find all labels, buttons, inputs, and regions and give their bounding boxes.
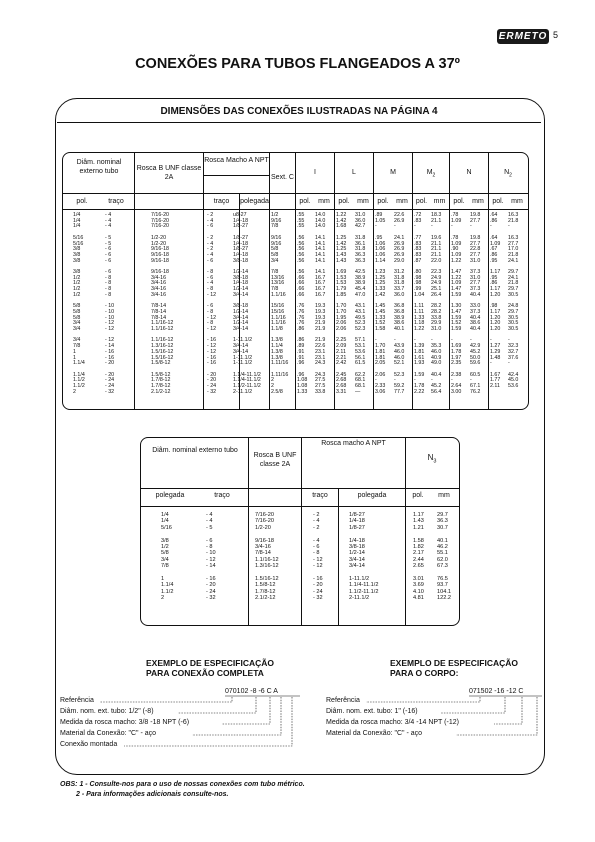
- notes: [60, 780, 305, 800]
- col-i-mm: 14.0 14.0 14.0 14.1 14.1 14.1 14.1 14.1 14.1 16.7 16.7 16.7 16.7 19.3 19.3 19.3 21.9 21.9 21.9 22.6 23.1 23.1 24.3 24.3 27.5 27.5 33.8: [315, 212, 326, 395]
- page-number: 5: [553, 30, 559, 40]
- header-sext: Sext. C: [271, 174, 294, 181]
- header-n: N: [466, 169, 472, 176]
- brand-logo: ERMETO: [498, 31, 548, 42]
- note-1: OBS: 1 - Consulte-nos para o uso de nossas conexões com tubo métrico.: [60, 781, 305, 788]
- unit-polegada-a: polegada: [357, 492, 387, 499]
- example-right-code: 071502 -16 -12 C: [469, 688, 524, 695]
- example-left-label: Conexão montada: [60, 741, 118, 748]
- col-m-pol: .89 1.05 - .95 1.06 1.06 1.06 1.14 1.23 1.25 1.25 1.33 1.42 1.45 1.45 1.33 1.52 1.58 - 1.70 1.81 1.81 2.05 2.06 - 2.33 3.06: [375, 212, 386, 395]
- header-n2: $N_2$: [504, 169, 512, 179]
- header-rosca-a: Rosca macho A NPT: [321, 440, 386, 447]
- col-traco: - 4 - 4 - 5 - 6 - 8 - 10 - 12 - 14 - 16 - 20 - 24 - 32: [206, 512, 216, 602]
- unit-pol: pol.: [76, 198, 88, 205]
- col-m2-mm: 18.3 21.1 - 19.6 21.1 21.1 21.1 22.0 22.3 24.9 24.9 25.1 26.4 28.2 28.2 33.8 29.9 31.0 - 35.3 46.0 40.9 49.0 40.4 - 45.2 56.4: [431, 212, 442, 395]
- col-rosca-b: 7/16-20 7/16-20 7/16-20 1/2-20 1/2-20 9/16-18 9/16-18 9/16-18 9/16-18 3/4-16 3/4-16 3/4-16 3/4-16 7/8-14 7/8-14 7/8-14 1.1/16-12 1.1/16-12 1.1/16-12 1.3/16-12 1.5/16-12 1.5/16-12 1.5/8-12 1.5/8-12 1.7/8-12 1.7/8-12 2.1/2-12: [151, 212, 174, 395]
- unit-mm: mm: [396, 198, 408, 205]
- unit-mm: mm: [438, 492, 450, 499]
- col-sext: 1/2 9/16 7/8 9/16 9/16 5/8 5/8 3/4 7/8 13/16 13/16 7/8 1.1/16 15/16 15/16 1.1/16 1.1/16 1.1/8 1.3/8 1.1/4 1.3/8 1.3/8 1.11/16 1.11/16 2 2 2.5/8: [271, 212, 289, 395]
- header-i: I: [314, 169, 316, 176]
- col-n2-pol: .64 .86 - .64 1.09 .67 .86 .95 1.17 .95 .86 1.17 1.20 .98 1.17 1.20 1.20 1.20 - 1.27 1.29 1.48 - 1.67 1.77 2.11: [490, 212, 501, 390]
- col-l-pol: 1.22 1.42 1.68 1.25 1.42 1.25 1.43 1.43 1.69 1.53 1.53 1.79 1.85 1.70 1.70 1.95 2.06 2.06 2.25 2.09 2.11 2.21 2.42 2.45 2.68 2.68 3.31: [336, 212, 347, 395]
- example-left-label: Material da Conexão: "C" - aço: [60, 730, 157, 737]
- col-n2-mm: 16.3 21.8 - 16.3 27.7 17.0 21.8 24.1 29.7 24.1 21.8 29.7 30.5 24.8 29.7 30.5 30.5 30.5 - 32.3 32.7 37.6 - 42.4 45.0 53.6: [508, 212, 519, 390]
- example-left-label: Medida da rosca macho: 3/8 -18 NPT (-6): [60, 719, 190, 726]
- example-left-code: 070102 -8 -6 C A: [225, 688, 278, 695]
- unit-pol: pol.: [299, 198, 311, 205]
- header-rosca-a: Rosca Macho A NPT: [204, 157, 269, 164]
- col-pol: 1/4 1/4 1/4 5/16 5/16 3/8 3/8 3/8 3/8 1/2 1/2 1/2 1/2 5/8 5/8 5/8 3/4 3/4 3/4 7/8 1 1 1.1/4 1.1/4 1.1/2 1.1/2 2: [73, 212, 85, 395]
- header-rosca-b: Rosca B UNF classe 2A: [136, 165, 202, 181]
- leader-line: [178, 697, 256, 713]
- unit-traco: traço: [108, 198, 124, 205]
- leader-line: [222, 697, 270, 724]
- leader-line: [124, 697, 292, 746]
- leader-line: [366, 697, 480, 702]
- example-right-label: Medida da rosca macho: 3/4 -14 NPT (-12): [326, 719, 459, 726]
- col-n3-pol: 1.17 1.43 1.21 1.58 1.82 2.17 2.44 2.65 3.01 3.69 4.10 4.81: [413, 512, 424, 602]
- col-a-pol: u8-27 1/4-18 1/8-27 1/8-27 1/4-18 1/8-27 1/4-18 3/8-18 1/2-14 3/8-18 1/4-18 1/2-14 3/4-14 3/8-18 1/2-14 3/4-14 1/2-14 3/4-14 1-11.1/2 3/4-14 3/4-14 1-11.1/2 1-11.1/2 1.1/4-11.1/2 1.1/4-11.1/2 1.1/2-11.1/2 2-11.1/2: [233, 212, 261, 395]
- unit-mm: mm: [318, 198, 330, 205]
- example-left-title: EXEMPLO DE ESPECIFICAÇÃO PARA CONEXÃO COMPLETA: [146, 658, 274, 678]
- example-right-label: Material da Conexão: "C" - aço: [326, 730, 423, 737]
- unit-mm: mm: [472, 198, 484, 205]
- unit-pol: pol.: [338, 198, 350, 205]
- leader-line: [494, 697, 522, 724]
- col-n3-mm: 29.7 36.3 30.7 40.1 46.2 55.1 62.0 67.3 76.5 93.7 104.1 122.2: [437, 512, 451, 602]
- unit-mm: mm: [357, 198, 369, 205]
- header-m: M: [390, 169, 396, 176]
- header-n3: $N_3$: [427, 453, 437, 465]
- note-2: 2 - Para informações adicionais consulte-nos.: [76, 791, 229, 798]
- col-n-mm: 19.8 27.7 - 19.8 27.7 22.8 27.7 31.0 37.3 31.0 27.7 37.3 40.4 33.0 37.3 40.4 38.6 40.4 - 42.9 45.2 50.0 59.6 60.5 - 67.1 76.2: [470, 212, 481, 395]
- col-l-mm: 31.0 36.0 42.7 31.8 36.1 31.8 36.3 36.3 42.5 38.9 38.9 45.4 47.0 43.1 43.1 49.5 52.3 52.3 57.1 53.1 53.6 56.1 61.5 62.2 68.1 68.1 —: [355, 212, 366, 395]
- example-right-label: Diâm. nom. ext. tubo: 1" (-16): [326, 708, 418, 715]
- header-rosca-b: Rosca B UNF classe 2A: [253, 452, 297, 468]
- col-traco: - 4 - 4 - 4 - 5 - 5 - 6 - 6 - 6 - 6 - 8 - 8 - 8 - 8 - 10 - 10 - 10 - 12 - 12 - 12 - 14 - 16 - 16 - 20 - 20 - 24 - 24 - 32: [105, 212, 115, 395]
- col-rosca-b: 7/16-20 7/16-20 1/2-20 9/16-18 3/4-16 7/8-14 1.1/16-12 1.3/16-12 1.5/16-12 1.5/8-12 1.7/8-12 2.1/2-12: [255, 512, 279, 602]
- unit-pol: pol.: [412, 492, 424, 499]
- unit-traco-a: traço: [213, 198, 230, 205]
- unit-pol: pol.: [415, 198, 428, 205]
- col-a-traco: - 2 - 4 - 6 - 2 - 4 - 2 - 4 - 6 - 8 - 6 - 4 - 8 - 12 - 6 - 8 - 12 - 8 - 12 - 16 - 12 - 12 - 16 - 16 - 20 - 20 - 24 - 32: [207, 212, 217, 395]
- example-left-label: Diâm. nom. ext. tubo: 1/2" (-8): [60, 708, 154, 715]
- unit-mm: mm: [511, 198, 523, 205]
- leader-line: [440, 697, 505, 713]
- leader-line: [456, 697, 537, 735]
- col-i-pol: .55 .55 .55 .56 .56 .56 .56 .56 .56 .66 .66 .66 .66 .76 .76 .76 .76 .86 .86 .89 .91 .91 .96 .96 1.08 1.08 1.33: [297, 212, 308, 395]
- col-a-traco: - 2 - 4 - 2 - 4 - 6 - 8 - 12 - 12 - 16 - 20 - 24 - 32: [313, 512, 323, 602]
- header-m2: $M_2$: [426, 169, 436, 179]
- unit-mm: mm: [433, 198, 446, 205]
- unit-polegada: polegada: [155, 492, 185, 499]
- unit-traco: traço: [214, 492, 230, 499]
- unit-traco-a: traço: [312, 492, 328, 499]
- col-m2-pol: .72 .83 - .77 .83 .83 .83 .87 .80 .98 .98 .99 1.04 1.11 1.11 1.33 1.18 1.22 - 1.39 1.81 1.61 1.93 1.59 - 1.78 2.22: [414, 212, 425, 395]
- col-a-pol: 1/8-27 1/4-18 1/8-27 1/4-18 3/8-18 1/2-14 3/4-14 3/4-14 1-11.1/2 1.1/4-11.1/2 1.1/2-11.1/2 2-11.1/2: [349, 512, 379, 602]
- header-diam: Diâm. nominal externo tubo: [152, 447, 238, 454]
- col-m-mm: 22.6 26.9 - 24.1 26.9 26.9 26.9 29.0 31.2 31.8 31.8 33.7 36.0 36.8 36.8 38.9 38.6 40.1 - 43.9 46.0 46.0 52.1 52.3 - 59.2 77.7: [394, 212, 405, 395]
- unit-pol: pol.: [377, 198, 389, 205]
- example-right-label: Referência: [326, 697, 360, 704]
- example-left-label: Referência: [60, 697, 94, 704]
- leader-line: [192, 697, 281, 735]
- header-diam: Diâm. nominal externo tubo: [76, 159, 122, 175]
- unit-polegada: polegada: [240, 198, 269, 205]
- unit-pol: pol.: [492, 198, 504, 205]
- col-pol: 1/4 1/4 5/16 3/8 1/2 5/8 3/4 7/8 1 1.1/4 1.1/2 2: [161, 512, 174, 602]
- col-n-pol: .78 1.09 - .78 1.09 .90 1.09 1.22 1.47 1.22 1.09 1.47 1.59 1.30 1.47 1.59 1.52 1.59 - 1.69 1.78 1.97 2.35 2.38 - 2.64 3.00: [451, 212, 462, 395]
- leader-line: [100, 697, 232, 702]
- unit-pol: pol.: [453, 198, 465, 205]
- example-right-title: EXEMPLO DE ESPECIFICAÇÃO PARA O CORPO:: [390, 658, 518, 678]
- section-title: DIMENSÕES DAS CONEXÕES ILUSTRADAS NA PÁGINA 4: [160, 106, 438, 117]
- header-l: L: [352, 169, 356, 176]
- page-title: CONEXÕES PARA TUBOS FLANGEADOS A 37º: [135, 56, 460, 72]
